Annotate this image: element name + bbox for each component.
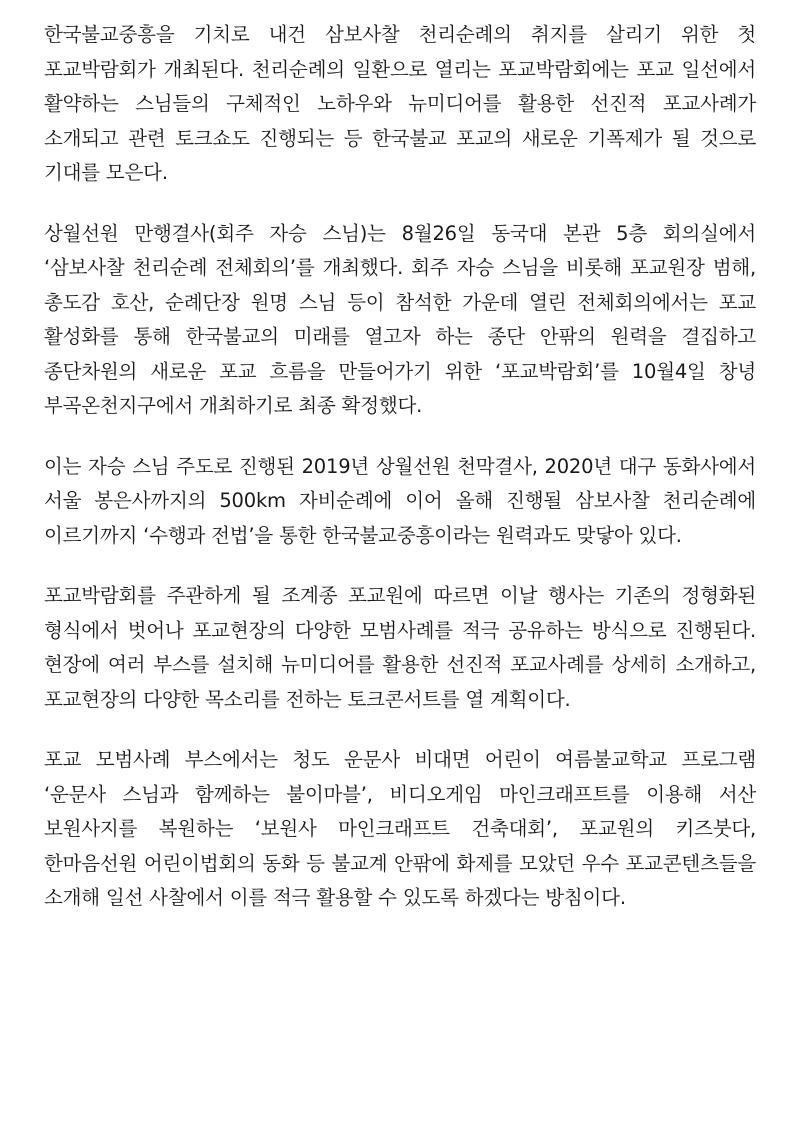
- article-paragraph-1: 한국불교중흥을 기치로 내건 삼보사찰 천리순례의 취지를 살리기 위한 첫 포교박람회가 개최된다. 천리순례의 일환으로 열리는 포교박람회에는 포교 일선에서 활약하는 스님들의 구체적인 노하우와 뉴미디어를 활용한 선진적 포교사례가 소개되고 관련 토크쇼도 진행되는 등 한국불교 포교의 새로운 기폭제가 될 것으로 기대를 모은다.: [44, 23, 756, 184]
- article-paragraph-2: 상월선원 만행결사(회주 자승 스님)는 8월26일 동국대 본관 5층 회의실에서 ‘삼보사찰 천리순례 전체회의’를 개최했다. 회주 자승 스님을 비롯해 포교원장 범해, 총도감 호산, 순례단장 원명 스님 등이 참석한 가운데 열린 전체회의에서는 포교 활성화를 통해 한국불교의 미래를 열고자 하는 종단 안팎의 원력을 결집하고 종단차원의 새로운 포교 흐름을 만들어가기 위한 ‘포교박람회’를 10월4일 창녕 부곡온천지구에서 개최하기로 최종 확정했다.: [44, 221, 756, 417]
- article-paragraph-5: 포교 모범사례 부스에서는 청도 운문사 비대면 어린이 여름불교학교 프로그램 ‘운문사 스님과 함께하는 불이마블’, 비디오게임 마인크래프트를 이용해 서산 보원사지를 복원하는 ‘보원사 마인크래프트 건축대회’, 포교원의 키즈붓다, 한마음선원 어린이법회의 동화 등 불교계 안팎에 화제를 모았던 우수 포교콘텐츠들을 소개해 일선 사찰에서 이를 적극 활용할 수 있도록 하겠다는 방침이다.: [44, 748, 756, 909]
- article-paragraph-4: 포교박람회를 주관하게 될 조계종 포교원에 따르면 이날 행사는 기존의 정형화된 형식에서 벗어나 포교현장의 다양한 모범사례를 적극 공유하는 방식으로 진행된다. 현장에 여러 부스를 설치해 뉴미디어를 활용한 선진적 포교사례를 상세히 소개하고, 포교현장의 다양한 목소리를 전하는 토크콘서트를 열 계획이다.: [44, 584, 756, 711]
- article-paragraph-3: 이는 자승 스님 주도로 진행된 2019년 상월선원 천막결사, 2020년 대구 동화사에서 서울 봉은사까지의 500km 자비순례에 이어 올해 진행될 삼보사찰 천리순례에 이르기까지 ‘수행과 전법’을 통한 한국불교중흥이라는 원력과도 맞닿아 있다.: [44, 454, 756, 547]
- article-body: [44, 18, 756, 942]
